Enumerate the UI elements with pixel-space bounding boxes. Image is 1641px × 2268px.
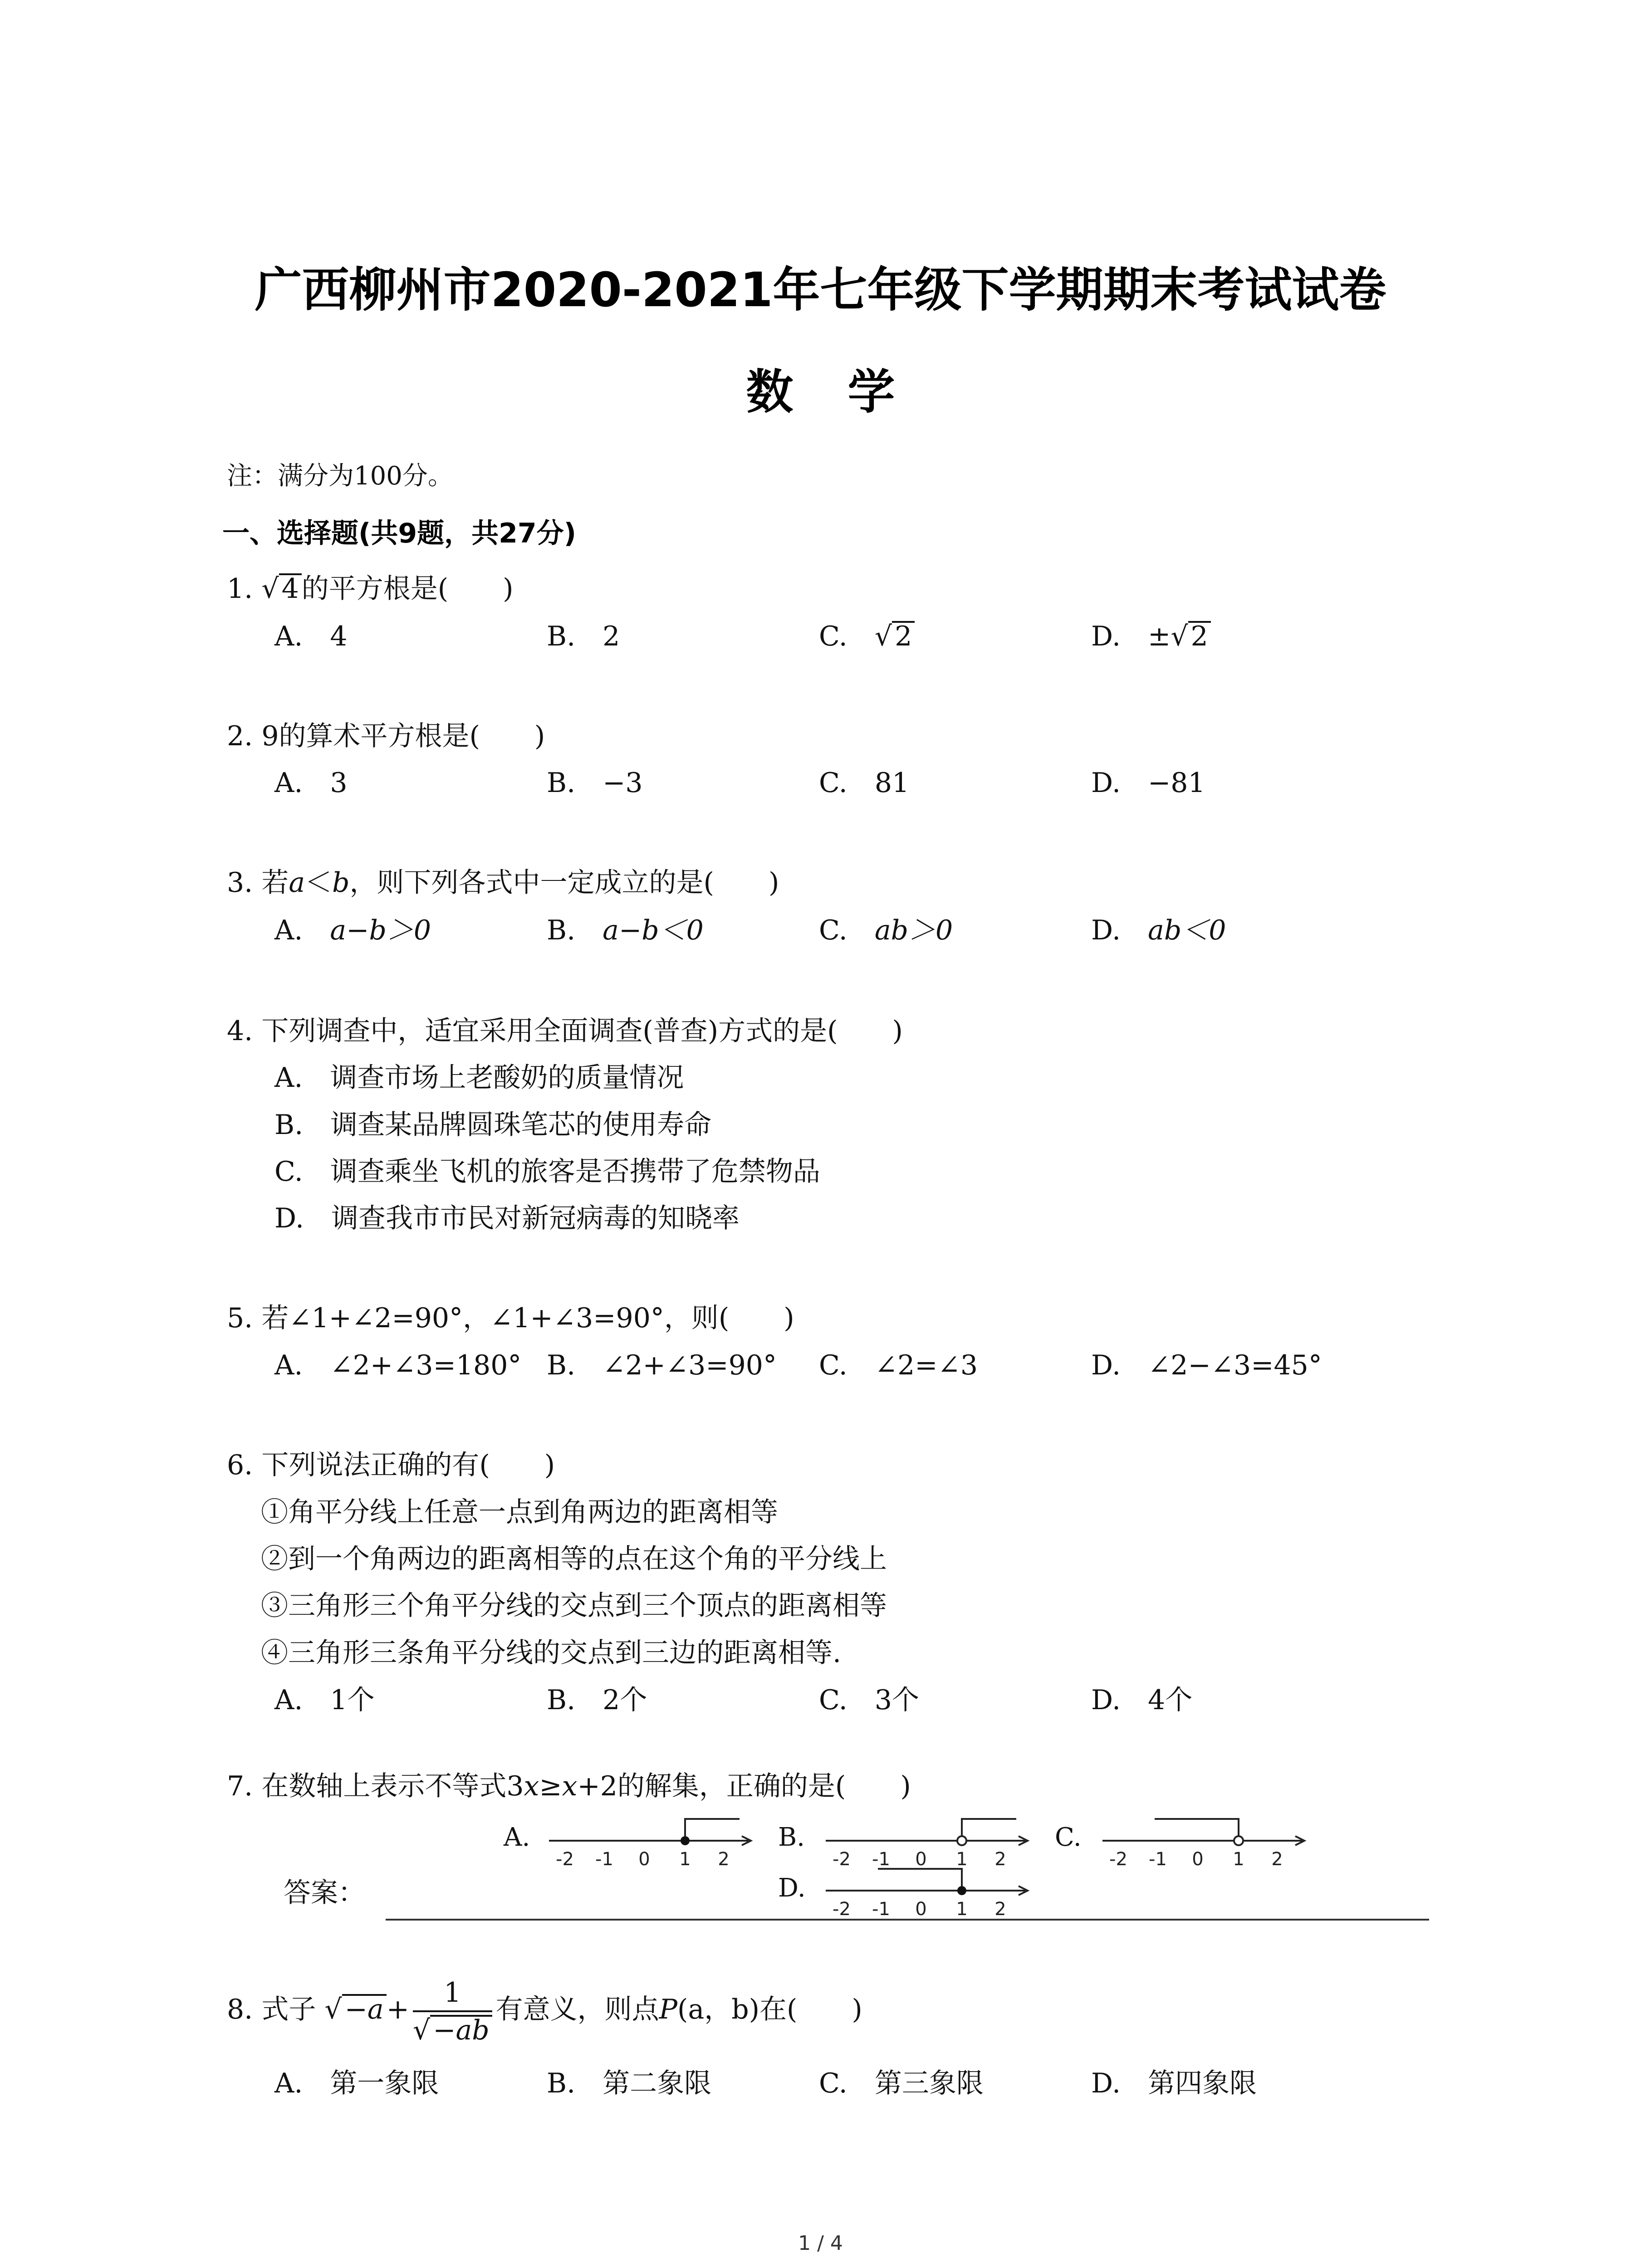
q5-option-c[interactable]: C. ∠2=∠3	[819, 1349, 978, 1381]
q4-option-d[interactable]: D. 调查我市市民对新冠病毒的知晓率	[274, 1202, 740, 1234]
q7-option-d-label[interactable]: D.	[778, 1873, 806, 1903]
tick-label: -1	[872, 1849, 890, 1869]
question-text: 的平方根是( )	[301, 573, 514, 605]
tick-label: 2	[1271, 1849, 1283, 1869]
tick-label: 2	[994, 1849, 1006, 1869]
tick-label: 0	[915, 1899, 927, 1919]
tick-label: 1	[1233, 1849, 1244, 1869]
q6-statement-1: ①角平分线上任意一点到角两边的距离相等	[261, 1496, 778, 1528]
q1-option-b[interactable]: B. 2	[547, 621, 620, 652]
q3-option-d[interactable]: D. ab＜0	[1091, 914, 1226, 946]
sqrt-expression: √ 2	[1171, 621, 1210, 652]
tick-label: 1	[956, 1849, 968, 1869]
tick-label: 0	[1192, 1849, 1204, 1869]
q8-option-a[interactable]: A. 第一象限	[274, 2068, 439, 2099]
q4-option-c[interactable]: C. 调查乘坐飞机的旅客是否携带了危禁物品	[274, 1156, 820, 1188]
q6-statement-4: ④三角形三条角平分线的交点到三边的距离相等.	[261, 1637, 842, 1669]
sqrt-expression: √ 2	[875, 621, 915, 652]
tick-label: -1	[1149, 1849, 1167, 1869]
fraction: $\frac{1}{√ -ab}$	[413, 1978, 492, 2045]
answer-label: 答案：	[284, 1877, 365, 1909]
tick-label: -1	[872, 1899, 890, 1919]
q8-option-d[interactable]: D. 第四象限	[1091, 2068, 1257, 2099]
q6-statement-3: ③三角形三个角平分线的交点到三个顶点的距离相等	[261, 1590, 887, 1622]
number-line-c[interactable]	[1102, 1810, 1311, 1869]
q7-option-c-label[interactable]: C.	[1055, 1823, 1082, 1852]
q6-statement-2: ②到一个角两边的距离相等的点在这个角的平分线上	[261, 1543, 887, 1575]
q7-option-b-label[interactable]: B.	[778, 1823, 805, 1852]
tick-label: -2	[556, 1849, 574, 1869]
tick-label: -1	[595, 1849, 613, 1869]
sqrt-expression: √ −a	[324, 1994, 386, 2025]
question-2: 2. 9的算术平方根是( )	[227, 720, 545, 752]
q7-option-a-label[interactable]: A.	[504, 1823, 530, 1852]
document-title: 广西柳州市2020-2021年七年级下学期期末考试试卷	[255, 262, 1386, 318]
question-3: 3. 若a＜b，则下列各式中一定成立的是( )	[227, 867, 779, 899]
section-heading-choice: 一、选择题(共9题，共27分)	[222, 518, 577, 549]
q8-option-b[interactable]: B. 第二象限	[547, 2068, 712, 2099]
q5-option-d[interactable]: D. ∠2−∠3=45°	[1091, 1349, 1322, 1381]
question-number: 1.	[227, 573, 253, 605]
q6-option-b[interactable]: B. 2个	[547, 1684, 647, 1716]
question-4: 4. 下列调查中，适宜采用全面调查(普查)方式的是( )	[227, 1015, 903, 1047]
question-8: 8. 式子 √ −a + $\frac{1}{√ -ab}$ 有意义，则点P(a，b)在( )	[227, 1977, 862, 2046]
q3-option-c[interactable]: C. ab＞0	[819, 914, 953, 946]
tick-label: 1	[679, 1849, 691, 1869]
q3-option-a[interactable]: A. a−b＞0	[274, 914, 431, 946]
tick-label: 2	[994, 1899, 1006, 1919]
q4-option-b[interactable]: B. 调查某品牌圆珠笔芯的使用寿命	[274, 1109, 712, 1141]
tick-label: 0	[915, 1849, 927, 1869]
q4-option-a[interactable]: A. 调查市场上老酸奶的质量情况	[274, 1062, 684, 1094]
tick-label: -2	[833, 1849, 851, 1869]
score-note: 注：满分为100分。	[227, 461, 453, 491]
q1-option-d[interactable]: D. ±√ 2	[1091, 615, 1211, 654]
q2-option-b[interactable]: B. −3	[547, 767, 643, 799]
q2-option-c[interactable]: C. 81	[819, 767, 910, 799]
q5-option-a[interactable]: A. ∠2+∠3=180°	[274, 1349, 522, 1381]
tick-label: -2	[1109, 1849, 1127, 1869]
q8-option-c[interactable]: C. 第三象限	[819, 2068, 984, 2099]
question-6: 6. 下列说法正确的有( )	[227, 1449, 555, 1481]
question-1	[227, 567, 514, 606]
sqrt-expression: √ 4	[261, 573, 301, 605]
subject-heading: 数学	[746, 364, 950, 420]
q2-option-a[interactable]: A. 3	[274, 767, 348, 799]
tick-label: 2	[718, 1849, 730, 1869]
page-number: 1 / 4	[798, 2232, 843, 2255]
tick-label: -2	[833, 1899, 851, 1919]
answer-line[interactable]	[386, 1919, 1429, 1921]
question-5: 5. 若∠1+∠2=90°，∠1+∠3=90°，则( )	[227, 1302, 794, 1334]
tick-label: 1	[956, 1899, 968, 1919]
q6-option-a[interactable]: A. 1个	[274, 1684, 375, 1716]
number-line-d[interactable]	[826, 1860, 1034, 1919]
number-line-a[interactable]	[549, 1810, 758, 1869]
q6-option-d[interactable]: D. 4个	[1091, 1684, 1193, 1716]
q1-option-a[interactable]: A. 4	[274, 621, 348, 652]
q6-option-c[interactable]: C. 3个	[819, 1684, 920, 1716]
tick-label: 0	[638, 1849, 650, 1869]
question-7: 7. 在数轴上表示不等式3x≥x+2的解集，正确的是( )	[227, 1770, 911, 1802]
q2-option-d[interactable]: D. −81	[1091, 767, 1205, 799]
q5-option-b[interactable]: B. ∠2+∠3=90°	[547, 1349, 777, 1381]
q1-option-c[interactable]: C. √ 2	[819, 615, 915, 654]
q3-option-b[interactable]: B. a−b＜0	[547, 914, 704, 946]
